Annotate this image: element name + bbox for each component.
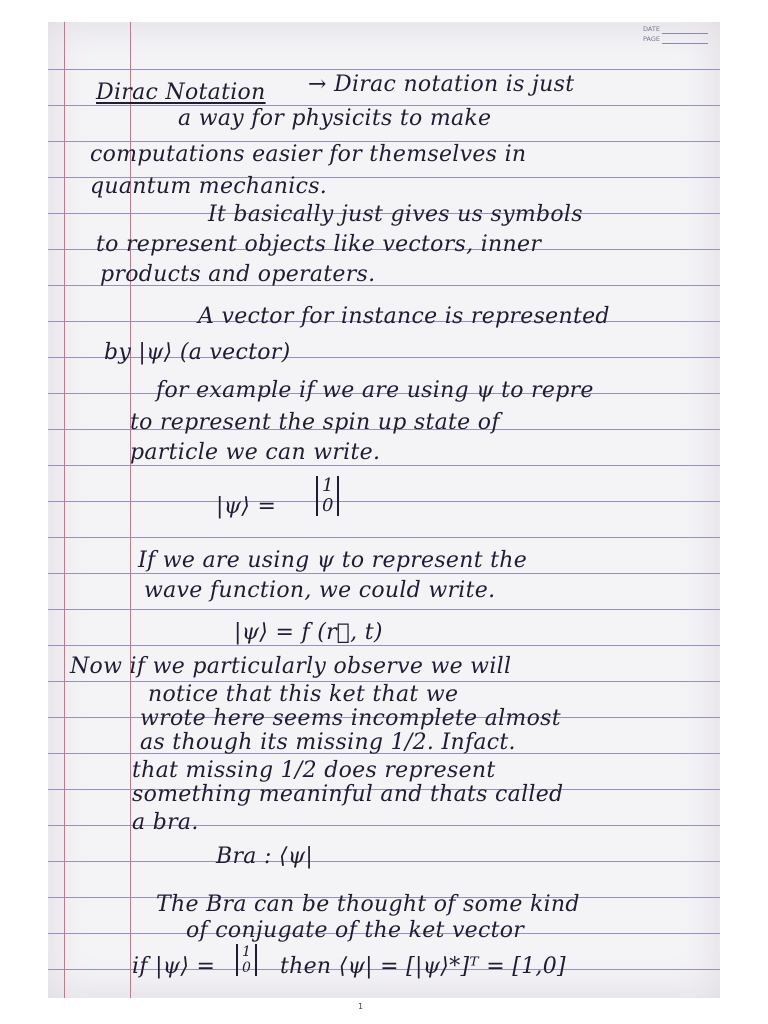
margin-line bbox=[130, 22, 131, 998]
ruled-line bbox=[48, 501, 720, 502]
heading: Dirac Notation bbox=[96, 80, 266, 105]
vector-entry: 0 bbox=[322, 495, 334, 516]
text-line: a bra. bbox=[132, 810, 199, 835]
equation-wavefunction: |ψ⟩ = f (r⃗, t) bbox=[234, 620, 383, 645]
ruled-line bbox=[48, 645, 720, 646]
notebook-page bbox=[48, 22, 720, 998]
ruled-line bbox=[48, 69, 720, 70]
equation-ket: |ψ⟩ = bbox=[216, 494, 277, 519]
text-line: quantum mechanics. bbox=[90, 174, 328, 199]
ruled-line bbox=[48, 537, 720, 538]
column-vector bbox=[236, 944, 257, 976]
page-label: PAGE bbox=[643, 35, 660, 43]
text-line: Now if we particularly observe we will bbox=[70, 654, 512, 679]
text-line: by |ψ⟩ (a vector) bbox=[104, 340, 291, 365]
ruled-line bbox=[48, 609, 720, 610]
equation-line: if |ψ⟩ = bbox=[132, 954, 216, 979]
vector-entry: 1 bbox=[322, 475, 334, 496]
vector-entry: 0 bbox=[242, 960, 251, 976]
equation-line: then ⟨ψ| = [|ψ⟩*]ᵀ = [1,0] bbox=[280, 954, 566, 979]
text-line: → Dirac notation is just bbox=[308, 72, 575, 97]
text-line: of conjugate of the ket vector bbox=[186, 918, 525, 943]
text-line: wrote here seems incomplete almost bbox=[140, 706, 561, 731]
text-line: for example if we are using ψ to repre bbox=[156, 378, 594, 403]
text-line: to represent objects like vectors, inner bbox=[96, 232, 542, 257]
text-line: wave function, we could write. bbox=[144, 578, 496, 603]
text-line: It basically just gives us symbols bbox=[208, 202, 583, 227]
text-line: particle we can write. bbox=[130, 440, 381, 465]
date-label: DATE bbox=[643, 25, 660, 33]
page-number: 1 bbox=[358, 1002, 364, 1011]
text-line: products and operaters. bbox=[100, 262, 376, 287]
text-line: computations easier for themselves in bbox=[90, 142, 527, 167]
equation-bra: Bra : ⟨ψ| bbox=[216, 844, 314, 869]
date-page-header bbox=[643, 24, 708, 44]
text-line: If we are using ψ to represent the bbox=[138, 548, 528, 573]
text-line: A vector for instance is represented bbox=[198, 304, 610, 329]
column-vector bbox=[316, 476, 339, 516]
text-line: as though its missing 1/2. Infact. bbox=[140, 730, 516, 755]
vector-entry: 1 bbox=[242, 944, 251, 960]
text-line: something meaninful and thats called bbox=[132, 782, 564, 807]
text-line: to represent the spin up state of bbox=[130, 410, 500, 435]
text-line: a way for physicits to make bbox=[178, 106, 492, 131]
text-line: The Bra can be thought of some kind bbox=[156, 892, 580, 917]
text-line: that missing 1/2 does represent bbox=[132, 758, 496, 783]
text-line: notice that this ket that we bbox=[148, 682, 459, 707]
ruled-line bbox=[48, 861, 720, 862]
margin-line bbox=[64, 22, 65, 998]
